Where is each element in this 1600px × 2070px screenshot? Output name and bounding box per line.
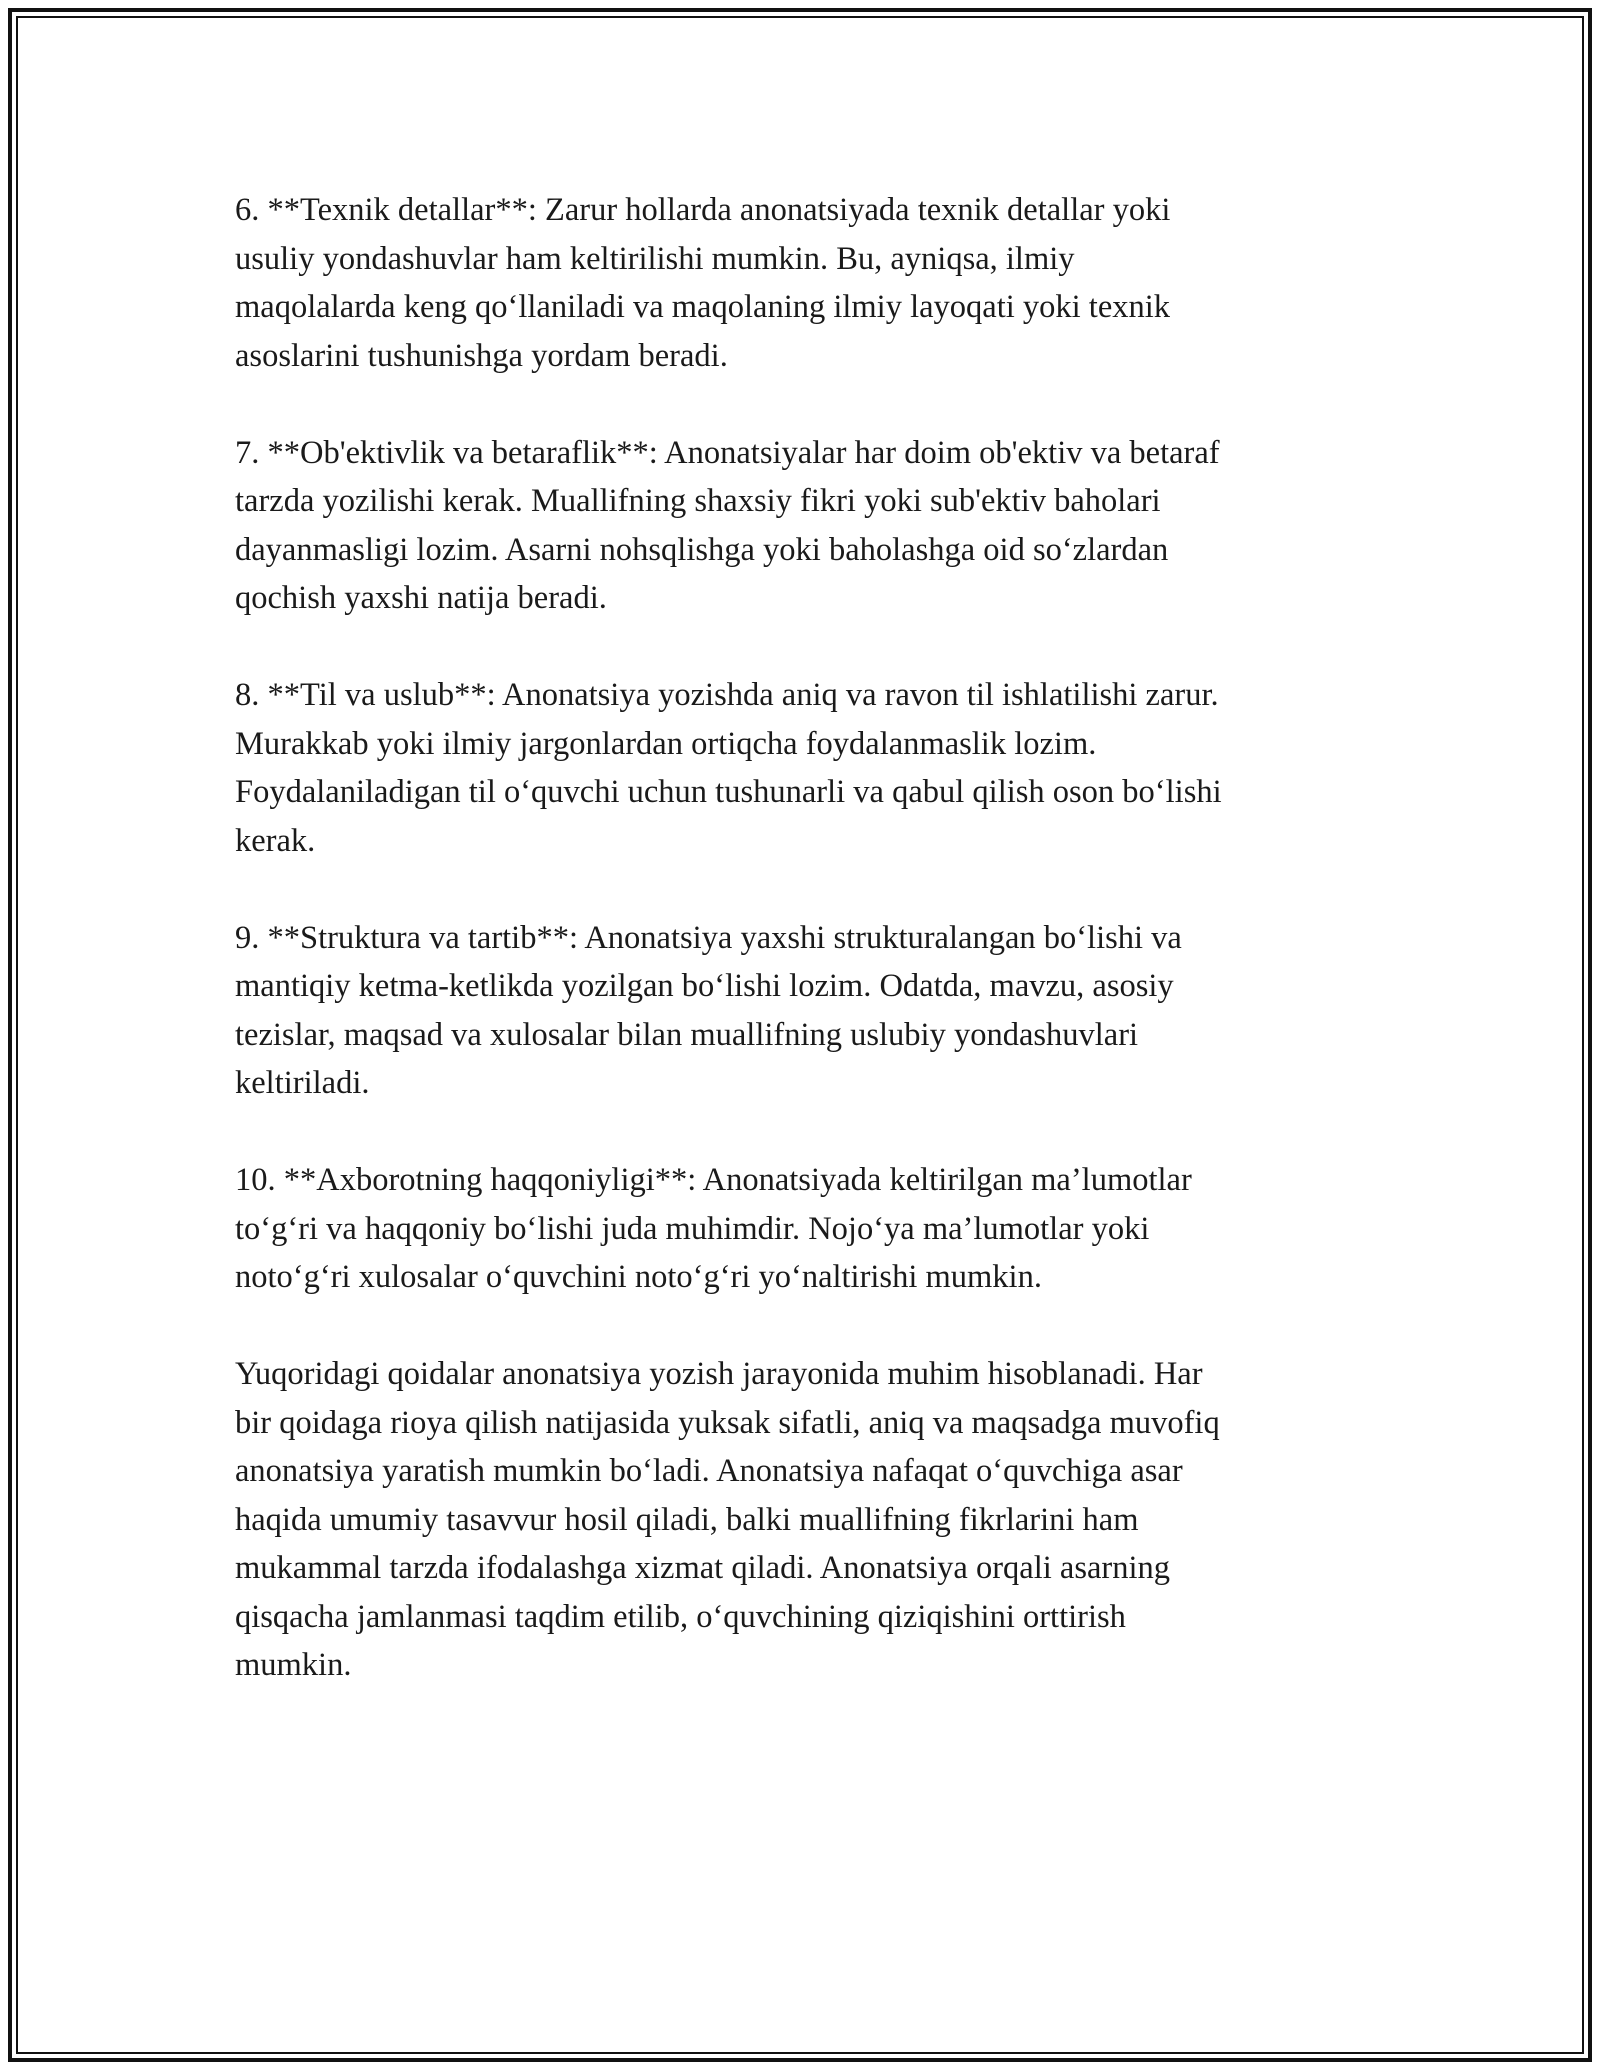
paragraph-information-accuracy: 10. **Axborotning haqqoniyligi**: Anonatsiyada keltirilgan ma’lumotlar to‘g‘ri va haqqoniy bo‘lishi juda muhimdir. Nojo‘ya ma’lumotlar yoki noto‘g‘ri xulosalar o‘quvchini noto‘g‘ri yo‘naltirishi mumkin. xyxy=(235,1162,1192,1295)
paragraph-conclusion: Yuqoridagi qoidalar anonatsiya yozish jarayonida muhim hisoblanadi. Har bir qoidaga rioya qilish natijasida yuksak sifatli, aniq va maqsadga muvofiq anonatsiya yaratish mumkin bo‘ladi. Anonatsiya nafaqat o‘quvchiga asar haqida umumiy tasavvur hosil qiladi, balki muallifning fikrlarini ham mukammal tarzda ifodalashga xizmat qiladi. Anonatsiya orqali asarning qisqacha jamlanmasi taqdim etilib, o‘quvchining qiziqishini orttirish mumkin. xyxy=(235,1356,1220,1683)
paragraph-technical-details: 6. **Texnik detallar**: Zarur hollarda anonatsiyada texnik detallar yoki usuliy yondashuvlar ham keltirilishi mumkin. Bu, ayniqsa, ilmiy maqolalarda keng qo‘llaniladi va maqolaning ilmiy layoqati yoki texnik asoslarini tushunishga yordam beradi. xyxy=(235,192,1171,374)
document-body xyxy=(235,186,1375,1738)
paragraph-structure-order: 9. **Struktura va tartib**: Anonatsiya yaxshi strukturalangan bo‘lishi va mantiqiy ketma-ketlikda yozilgan bo‘lishi lozim. Odatda, mavzu, asosiy tezislar, maqsad va xulosalar bilan muallifning uslubiy yondashuvlari keltiriladi. xyxy=(235,919,1182,1101)
paragraph-objectivity: 7. **Ob'ektivlik va betaraflik**: Anonatsiyalar har doim ob'ektiv va betaraf tarzda yozilishi kerak. Muallifning shaxsiy fikri yoki sub'ektiv baholari dayanmasligi lozim. Asarni nohsqlishga yoki baholashga oid so‘zlardan qochish yaxshi natija beradi. xyxy=(235,434,1220,616)
paragraph-language-style: 8. **Til va uslub**: Anonatsiya yozishda aniq va ravon til ishlatilishi zarur. Murakkab yoki ilmiy jargonlardan ortiqcha foydalanmaslik lozim. Foydalaniladigan til o‘quvchi uchun tushunarli va qabul qilish oson bo‘lishi kerak. xyxy=(235,677,1222,859)
